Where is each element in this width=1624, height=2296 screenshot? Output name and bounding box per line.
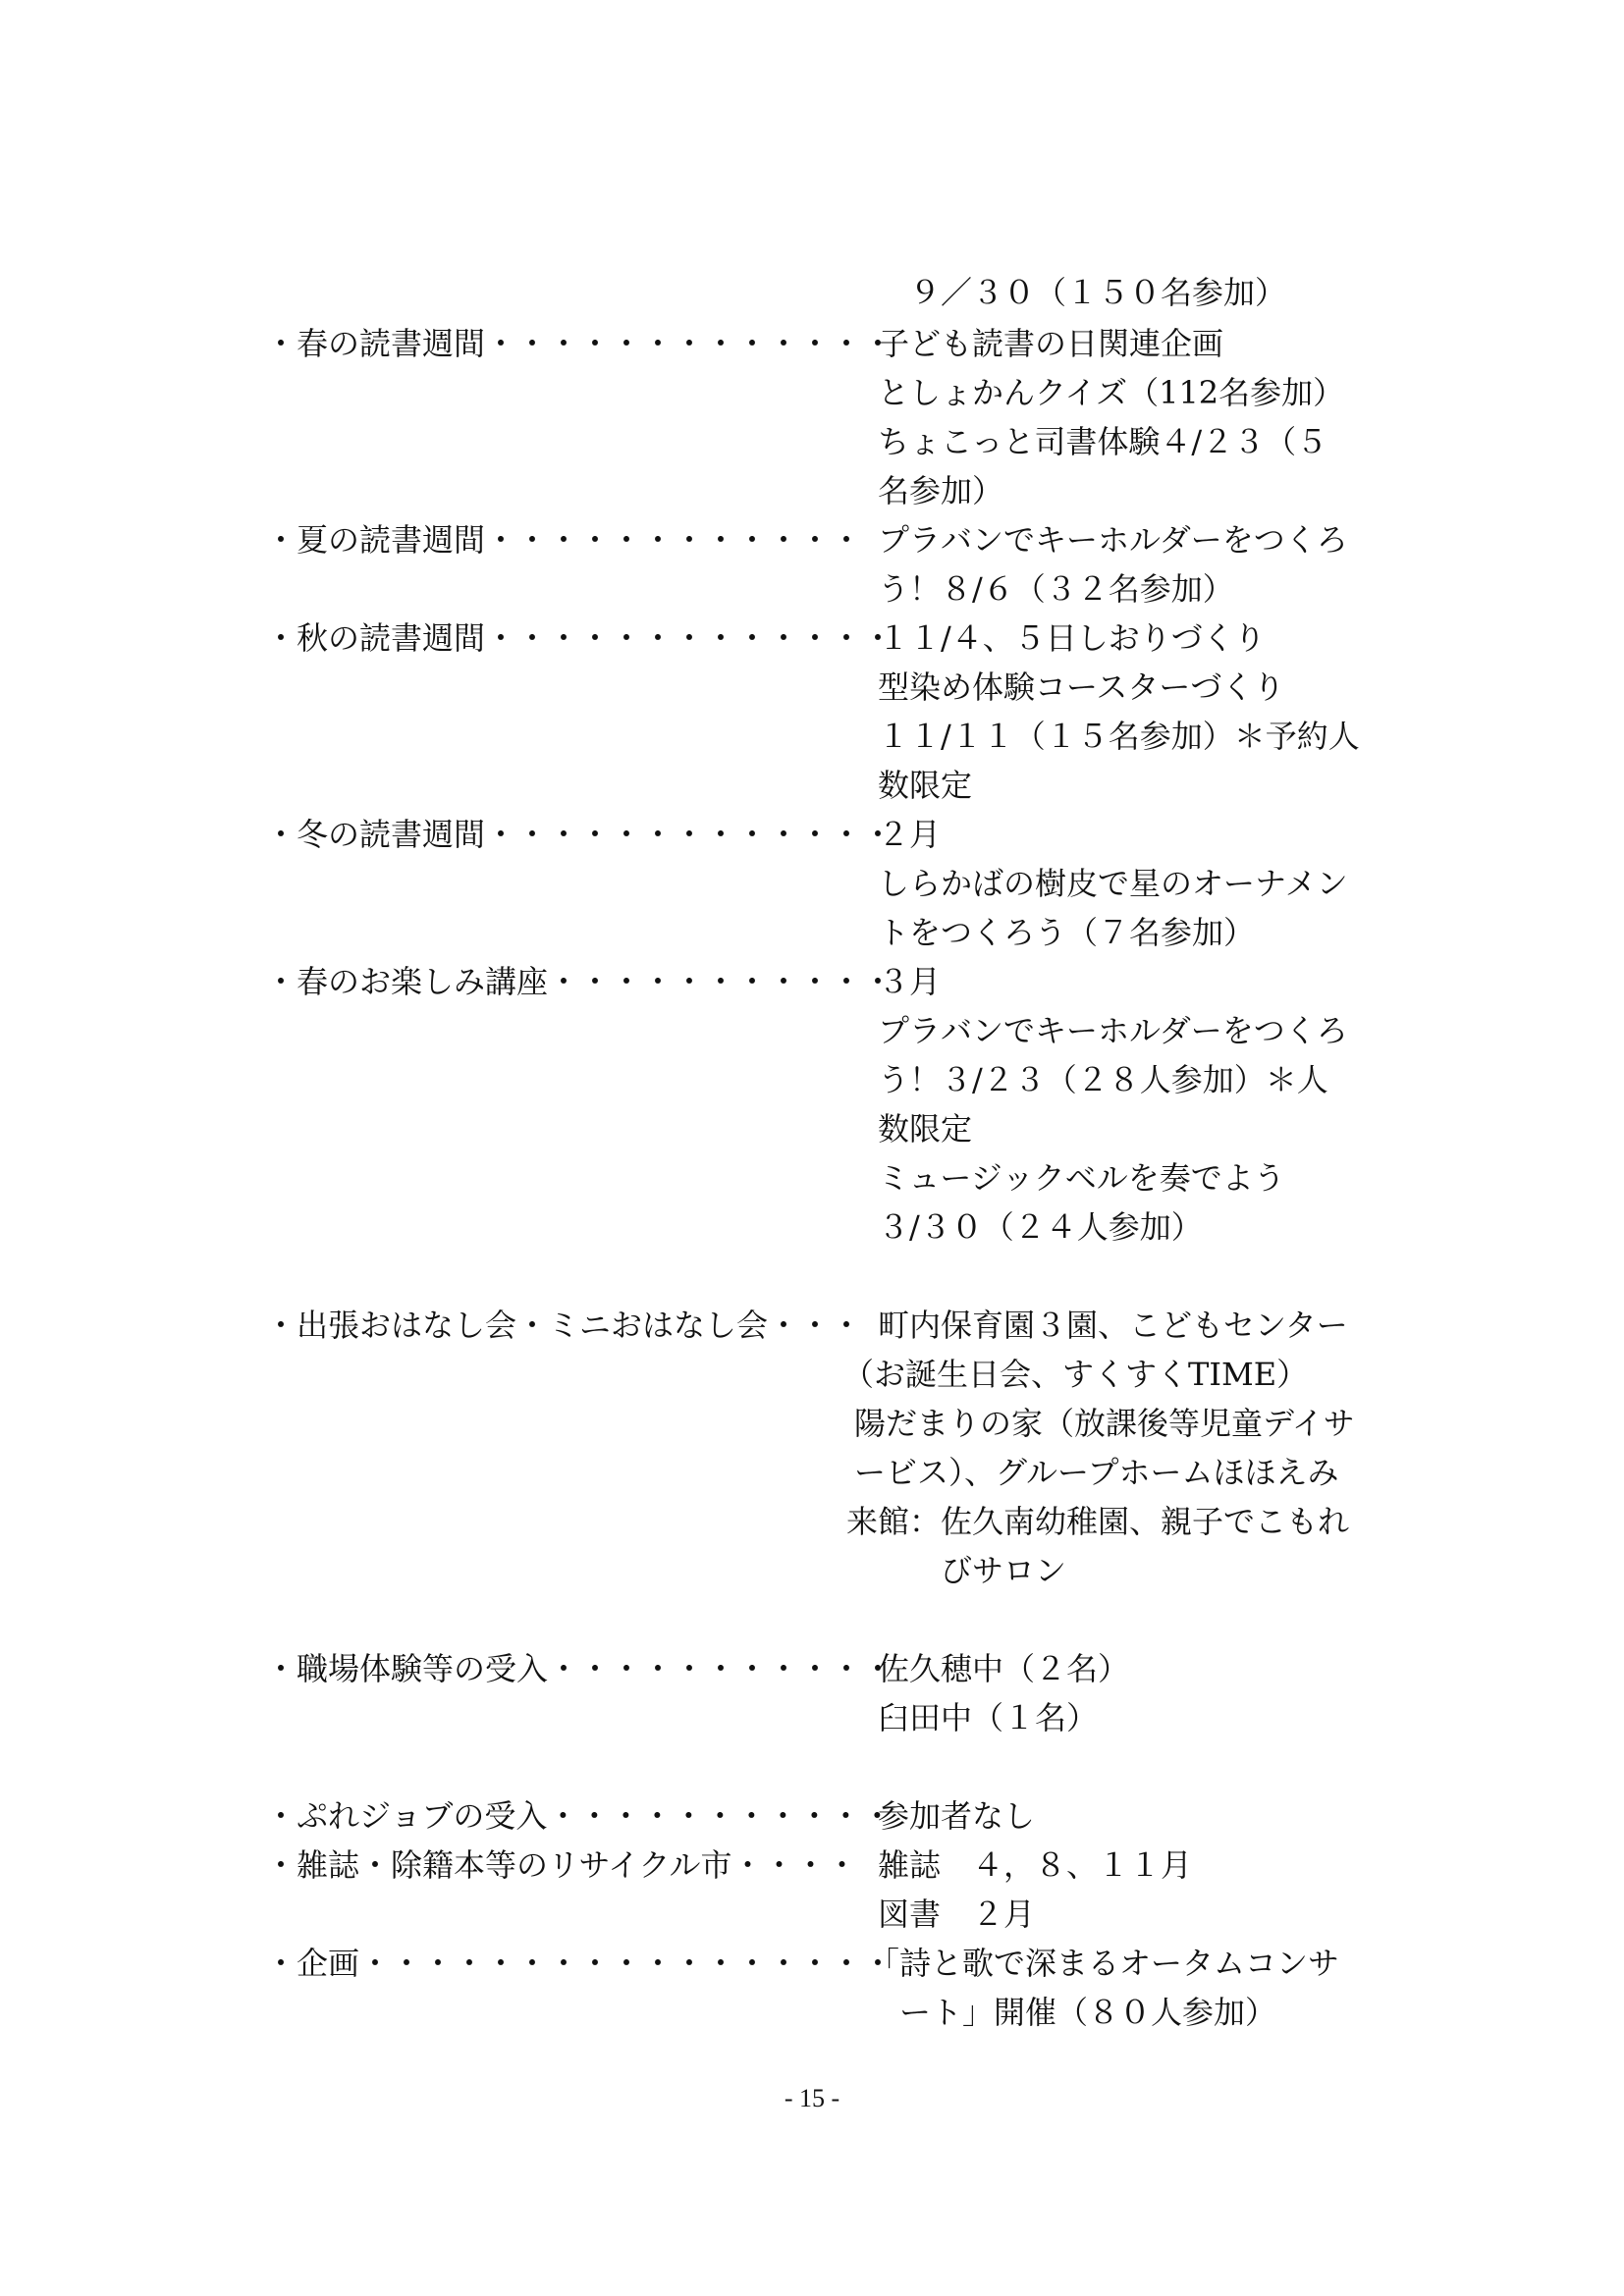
entry-detail: 数限定 — [878, 1110, 973, 1148]
entry-detail: ２月 — [878, 816, 942, 853]
entry-detail: プラバンでキーホルダーをつくろ — [878, 1012, 1348, 1049]
entry-detail: 子ども読書の日関連企画 — [878, 325, 1224, 362]
entry-label-spring-fun-course: ・春のお楽しみ講座・・・・・・・・・・・ — [265, 963, 894, 1000]
entry-detail: う！８/６（３２名参加） — [878, 570, 1234, 608]
entry-detail: 雑誌 ４，８、１１月 — [878, 1846, 1193, 1884]
entry-detail: ート」開催（８０人参加） — [868, 1994, 1277, 2031]
entry-detail: ３月 — [878, 963, 942, 1000]
entry-label-summer-reading-week: ・夏の読書週間・・・・・・・・・・・・ — [265, 521, 863, 559]
entry-detail: 名参加） — [878, 472, 1004, 509]
entry-detail: 陽だまりの家（放課後等児童デイサ — [854, 1405, 1355, 1442]
entry-detail: （お誕生日会、すくすくTIME） — [842, 1356, 1309, 1393]
entry-detail: ちょこっと司書体験４/２３（５ — [878, 423, 1328, 460]
entry-detail: びサロン — [846, 1552, 1067, 1589]
entry-detail: 佐久穂中（２名） — [878, 1650, 1130, 1687]
entry-detail: 図書 ２月 — [878, 1896, 1036, 1933]
entry-detail: プラバンでキーホルダーをつくろ — [878, 521, 1348, 559]
entry-label-spring-reading-week: ・春の読書週間・・・・・・・・・・・・・ — [265, 325, 894, 362]
entry-label-autumn-reading-week: ・秋の読書週間・・・・・・・・・・・・・ — [265, 619, 894, 657]
page-number: - 15 - — [784, 2084, 840, 2112]
entry-label-recycle-market: ・雑誌・除籍本等のリサイクル市・・・・ — [265, 1846, 858, 1884]
entry-detail: １１/４、５日しおりづくり — [878, 619, 1266, 657]
entry-detail: しらかばの樹皮で星のオーナメン — [878, 865, 1348, 902]
entry-detail: 臼田中（１名） — [878, 1699, 1099, 1736]
entry-detail: ービス）、グループホームほほえみ — [854, 1454, 1339, 1491]
entry-detail: １１/１１（１５名参加）＊予約人 — [878, 718, 1360, 755]
entry-label-workplace-experience: ・職場体験等の受入・・・・・・・・・・・ — [265, 1650, 894, 1687]
entry-detail: としょかんクイズ（112名参加） — [878, 374, 1345, 411]
entry-detail: 数限定 — [878, 767, 973, 804]
entry-detail: 「詩と歌で深まるオータムコンサ — [868, 1945, 1340, 1982]
entry-detail: ９／３０（１５０名参加） — [878, 274, 1287, 311]
entry-label-outreach-storytime: ・出張おはなし会・ミニおはなし会・・・ — [265, 1307, 863, 1344]
entry-detail: 町内保育園３園、こどもセンター — [878, 1307, 1348, 1344]
entry-detail: 参加者なし — [878, 1797, 1036, 1835]
entry-detail: ３/３０（２４人参加） — [878, 1208, 1203, 1246]
entry-detail: 来館：佐久南幼稚園、親子でこもれ — [846, 1503, 1350, 1540]
entry-detail: 型染め体験コースターづくり — [878, 668, 1285, 706]
entry-label-prejob: ・ぷれジョブの受入・・・・・・・・・・・ — [265, 1797, 893, 1835]
entry-label-planning: ・企画・・・・・・・・・・・・・・・・・ — [265, 1945, 894, 1982]
entry-detail: ミュージックベルを奏でよう — [878, 1159, 1285, 1197]
entry-label-winter-reading-week: ・冬の読書週間・・・・・・・・・・・・・ — [265, 816, 894, 853]
entry-detail: う！３/２３（２８人参加）＊人 — [878, 1061, 1328, 1098]
entry-detail: トをつくろう（７名参加） — [878, 914, 1256, 951]
